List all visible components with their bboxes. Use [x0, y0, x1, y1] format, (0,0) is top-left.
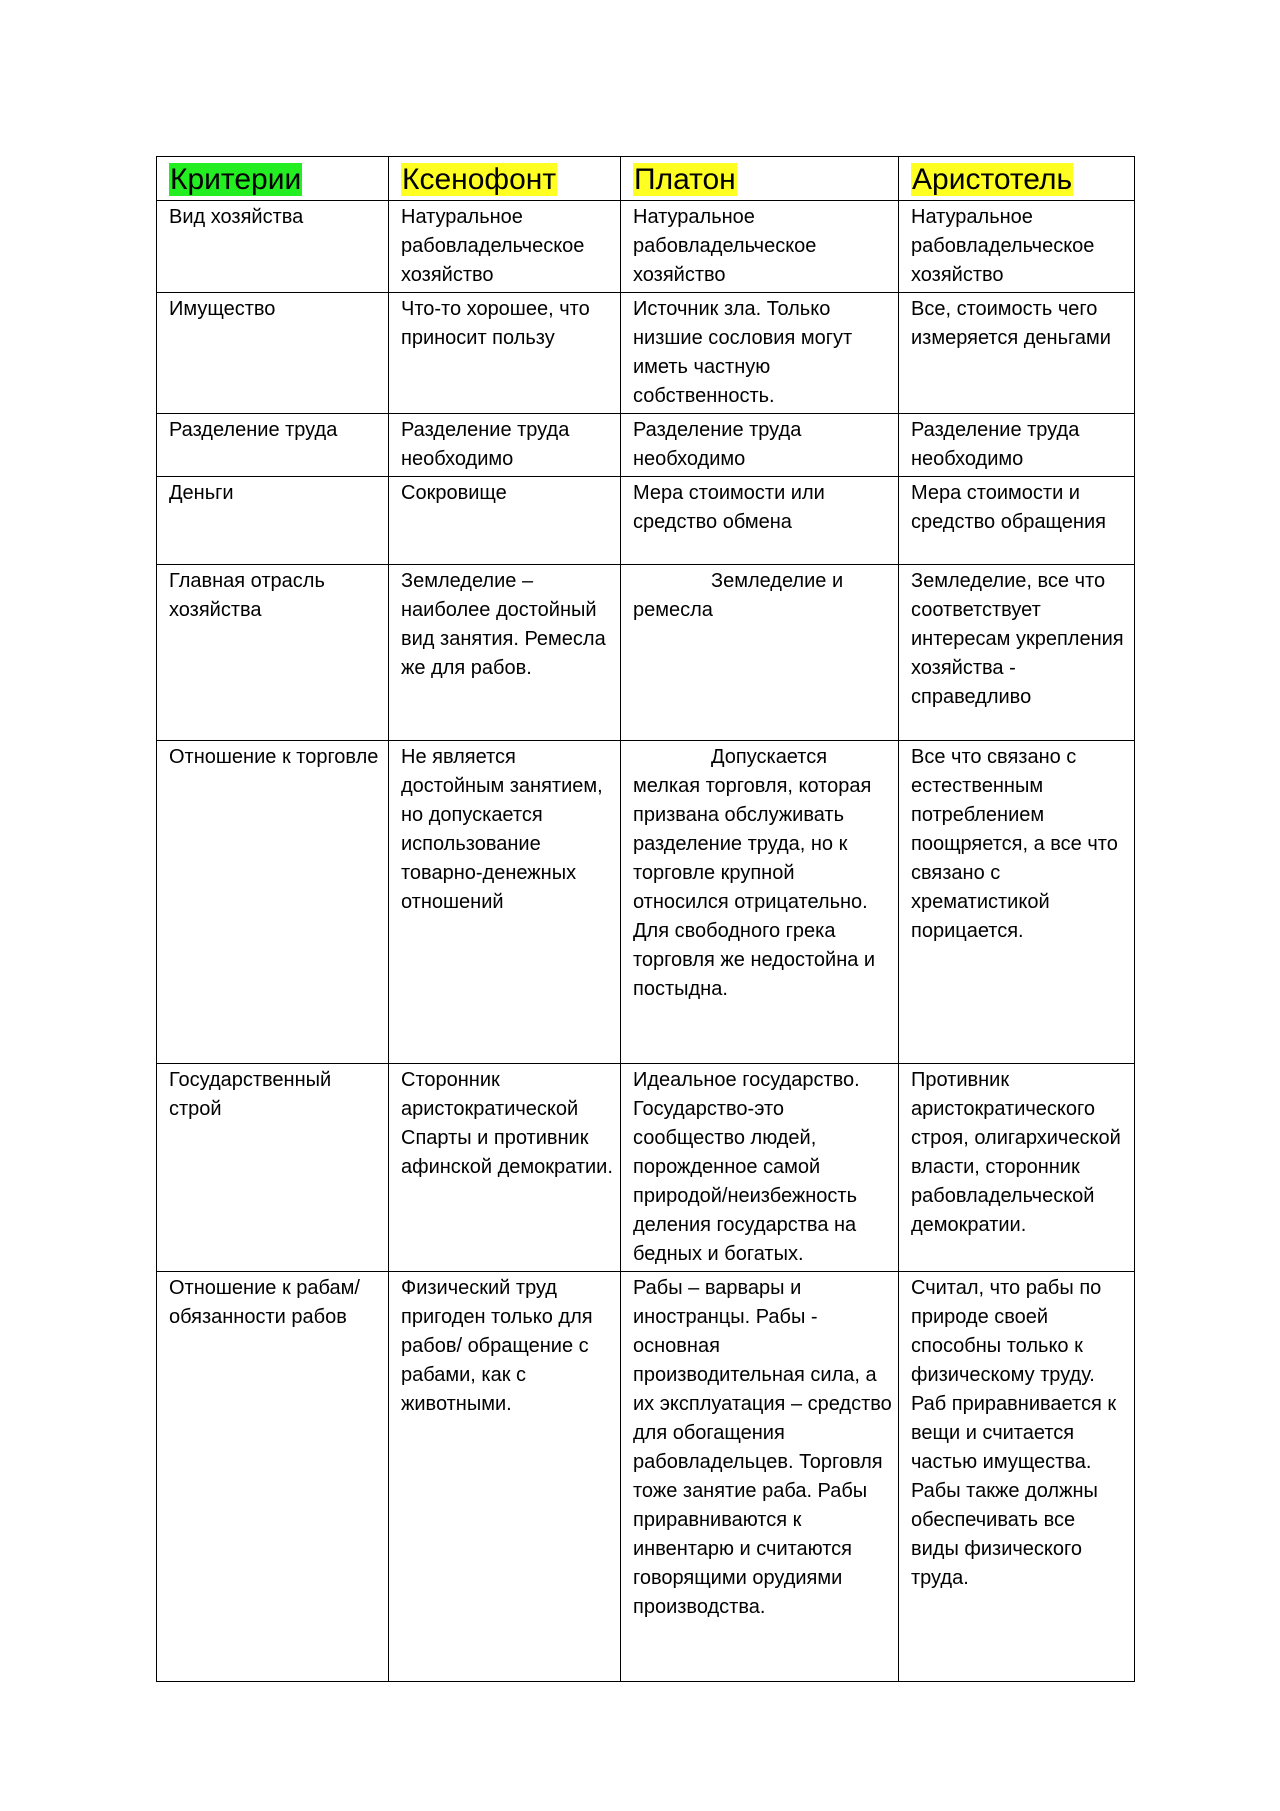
- document-page: [156, 156, 1134, 1682]
- header-plato-label: Платон: [634, 163, 736, 196]
- table-row: [157, 201, 1135, 293]
- criterion-cell: Вид хозяйства: [157, 201, 389, 293]
- aristotle-cell: Разделение труда необходимо: [899, 414, 1135, 477]
- header-xenophon-label: Ксенофонт: [402, 163, 557, 196]
- criterion-cell: Отношение к рабам/обязанности рабов: [157, 1272, 389, 1682]
- criterion-cell: Деньги: [157, 477, 389, 565]
- table-row: [157, 1272, 1135, 1682]
- xenophon-cell: Сторонник аристократической Спарты и противник афинской демократии.: [389, 1064, 621, 1272]
- aristotle-cell: Считал, что рабы по природе своей способны только к физическому труду. Раб приравнивается к вещи и считается частью имущества. Рабы также должны обеспечивать все виды физического труда.: [899, 1272, 1135, 1682]
- plato-cell: Разделение труда необходимо: [621, 414, 899, 477]
- aristotle-cell: Все что связано с естественным потреблением поощряется, а все что связано с хрематистикой порицается.: [899, 741, 1135, 1064]
- criterion-cell: Разделение труда: [157, 414, 389, 477]
- table-row: [157, 477, 1135, 565]
- xenophon-cell: Не является достойным занятием, но допускается использование товарно-денежных отношений: [389, 741, 621, 1064]
- criterion-cell: Отношение к торговле: [157, 741, 389, 1064]
- plato-cell: [621, 565, 899, 741]
- header-aristotle-label: Аристотель: [912, 163, 1073, 196]
- criterion-cell: Имущество: [157, 293, 389, 414]
- aristotle-cell: Мера стоимости и средство обращения: [899, 477, 1135, 565]
- comparison-table: [156, 156, 1135, 1682]
- plato-cell: Идеальное государство. Государство-это сообщество людей, порожденное самой природой/неизбежность деления государства на бедных и богатых.: [621, 1064, 899, 1272]
- criterion-cell: Главная отрасль хозяйства: [157, 565, 389, 741]
- table-row: [157, 565, 1135, 741]
- header-cell-plato: [621, 157, 899, 201]
- xenophon-cell: Земледелие – наиболее достойный вид занятия. Ремесла же для рабов.: [389, 565, 621, 741]
- plato-cell-text: Допускается мелкая торговля, которая призвана обслуживать разделение труда, но к торговле крупной относился отрицательно. Для свободного грека торговля же недостойна и постыдна.: [633, 746, 876, 1000]
- plato-cell: Натуральное рабовладельческое хозяйство: [621, 201, 899, 293]
- xenophon-cell: Разделение труда необходимо: [389, 414, 621, 477]
- plato-cell: Рабы – варвары и иностранцы. Рабы - основная производительная сила, а их эксплуатация – средство для обогащения рабовладельцев. Торговля тоже занятие раба. Рабы приравниваются к инвентарю и считаются говорящими орудиями производства.: [621, 1272, 899, 1682]
- criterion-cell: Государственный строй: [157, 1064, 389, 1272]
- table-header-row: [157, 157, 1135, 201]
- header-cell-aristotle: [899, 157, 1135, 201]
- header-criteria-label: Критерии: [170, 163, 302, 196]
- table-row: [157, 293, 1135, 414]
- xenophon-cell: Физический труд пригоден только для рабов/ обращение с рабами, как с животными.: [389, 1272, 621, 1682]
- plato-cell-text: Земледелие и ремесла: [633, 570, 844, 621]
- aristotle-cell: Натуральное рабовладельческое хозяйство: [899, 201, 1135, 293]
- xenophon-cell: Что-то хорошее, что приносит пользу: [389, 293, 621, 414]
- plato-cell: Мера стоимости или средство обмена: [621, 477, 899, 565]
- aristotle-cell: Противник аристократического строя, олигархической власти, сторонник рабовладельческой демократии.: [899, 1064, 1135, 1272]
- header-cell-criteria: [157, 157, 389, 201]
- plato-cell: Источник зла. Только низшие сословия могут иметь частную собственность.: [621, 293, 899, 414]
- plato-cell: [621, 741, 899, 1064]
- aristotle-cell: Земледелие, все что соответствует интересам укрепления хозяйства - справедливо: [899, 565, 1135, 741]
- table-row: [157, 741, 1135, 1064]
- table-row: [157, 1064, 1135, 1272]
- xenophon-cell: Натуральное рабовладельческое хозяйство: [389, 201, 621, 293]
- table-row: [157, 414, 1135, 477]
- aristotle-cell: Все, стоимость чего измеряется деньгами: [899, 293, 1135, 414]
- header-cell-xenophon: [389, 157, 621, 201]
- xenophon-cell: Сокровище: [389, 477, 621, 565]
